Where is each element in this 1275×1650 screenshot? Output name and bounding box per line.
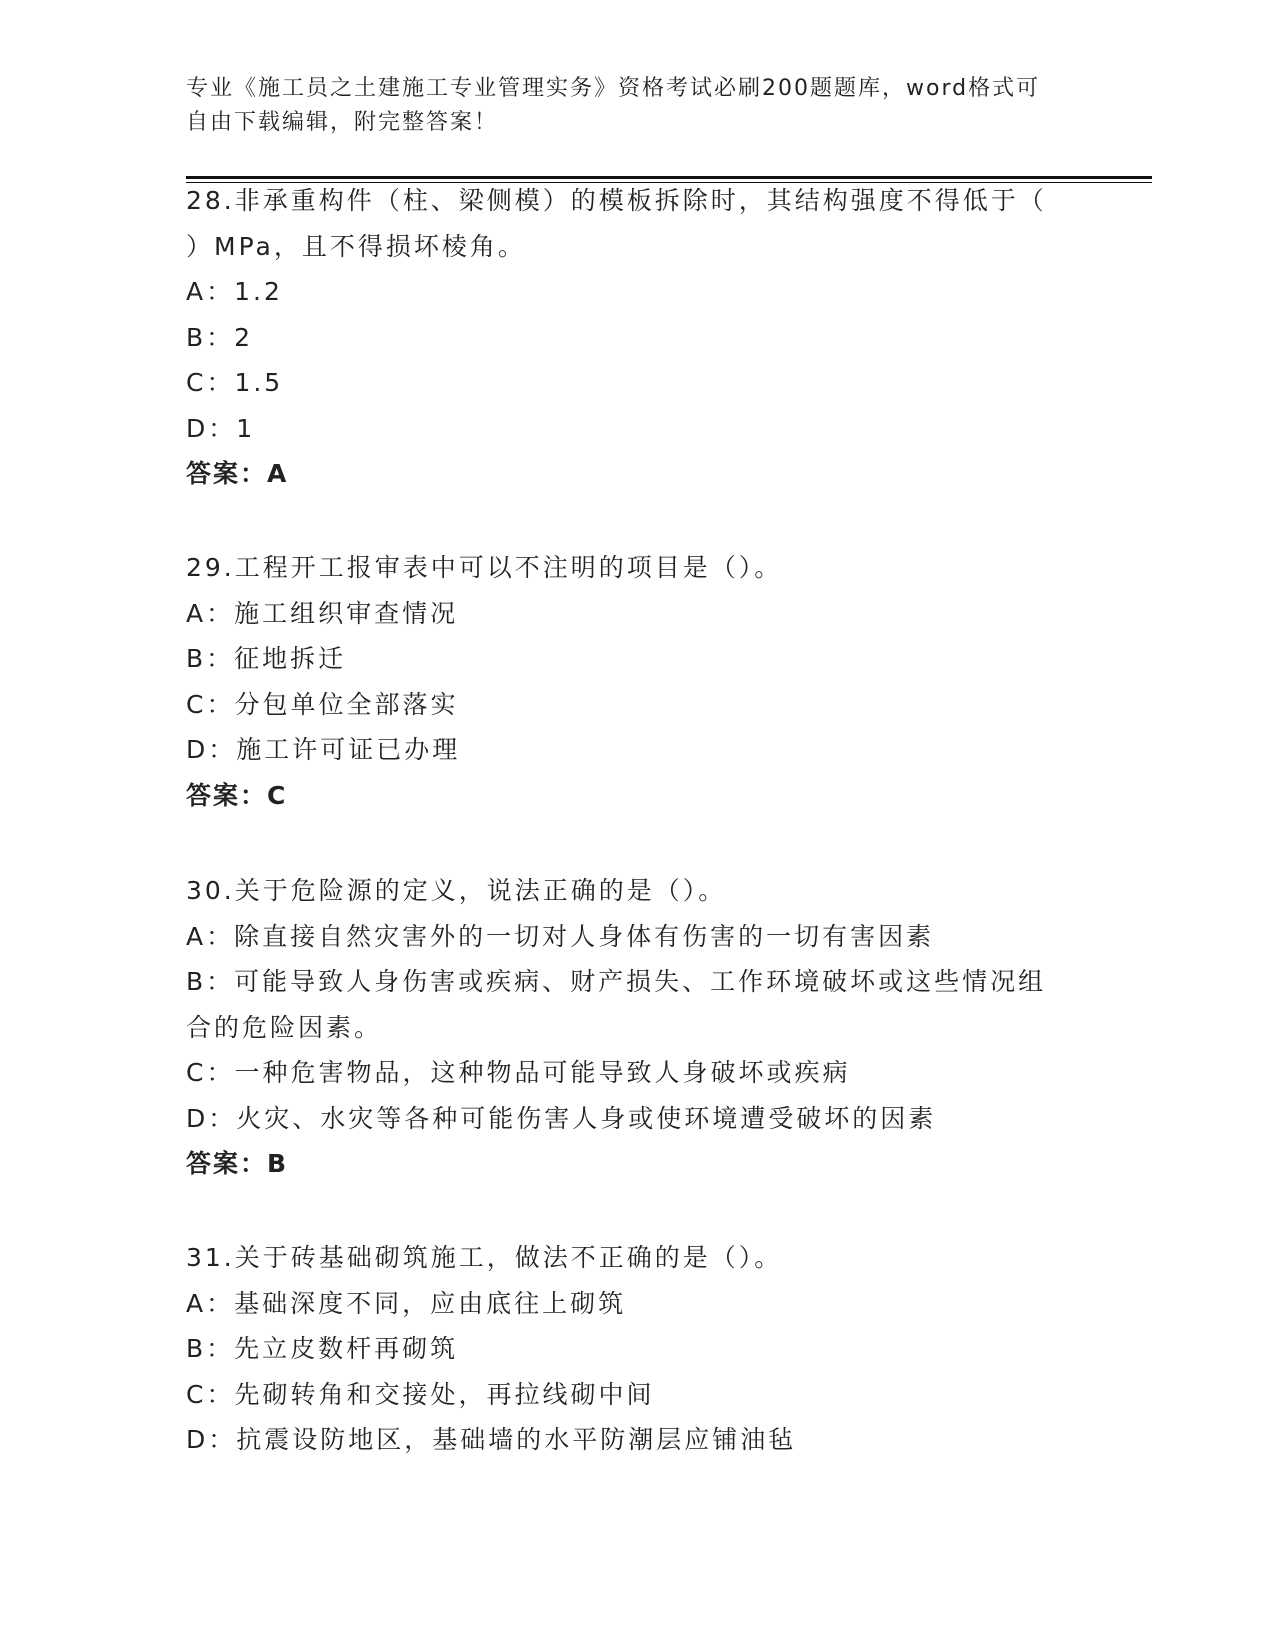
option-d: D：1 <box>186 413 256 443</box>
answer: 答案：A <box>186 459 289 488</box>
option-c: C：1.5 <box>186 368 284 397</box>
option-d: D：火灾、水灾等各种可能伤害人身或使环境遭受破坏的因素 <box>186 1103 937 1133</box>
option-b: B：2 <box>186 322 254 352</box>
question-28 <box>186 178 1086 497</box>
option-b-continued: 合的危险因素。 <box>186 1012 383 1042</box>
option-c: C：分包单位全部落实 <box>186 689 459 719</box>
option-a: A：基础深度不同，应由底往上砌筑 <box>186 1288 627 1318</box>
header-line-1: 专业《施工员之土建施工专业管理实务》资格考试必刷200题题库，word格式可 <box>186 76 1041 101</box>
question-stem-continued: ）MPa，且不得损坏棱角。 <box>186 231 526 261</box>
question-stem: 30.关于危险源的定义，说法正确的是（）。 <box>186 876 727 905</box>
answer: 答案：C <box>186 780 288 810</box>
option-b: B：可能导致人身伤害或疾病、财产损失、工作环境破坏或这些情况组 <box>186 967 1047 996</box>
option-c: C：先砌转角和交接处，再拉线砌中间 <box>186 1379 655 1409</box>
answer: 答案：B <box>186 1149 289 1178</box>
document-header <box>186 72 1066 140</box>
option-a: A：除直接自然灾害外的一切对人身体有伤害的一切有害因素 <box>186 921 935 951</box>
question-stem: 31.关于砖基础砌筑施工，做法不正确的是（）。 <box>186 1243 783 1272</box>
question-29 <box>186 545 1086 818</box>
question-stem: 29.工程开工报审表中可以不注明的项目是（）。 <box>186 553 783 582</box>
option-a: A：施工组织审查情况 <box>186 598 459 628</box>
question-31 <box>186 1235 1086 1463</box>
option-b: B：先立皮数杆再砌筑 <box>186 1334 459 1363</box>
option-d: D：施工许可证已办理 <box>186 735 461 764</box>
option-b: B：征地拆迁 <box>186 644 347 673</box>
question-stem: 28.非承重构件（柱、梁侧模）的模板拆除时，其结构强度不得低于（ <box>186 186 1047 215</box>
question-30 <box>186 868 1086 1187</box>
option-a: A：1.2 <box>186 277 283 306</box>
option-d: D：抗震设防地区，基础墙的水平防潮层应铺油毡 <box>186 1425 797 1454</box>
option-c: C：一种危害物品，这种物品可能导致人身破坏或疾病 <box>186 1058 851 1087</box>
header-line-2: 自由下载编辑，附完整答案！ <box>186 110 499 135</box>
